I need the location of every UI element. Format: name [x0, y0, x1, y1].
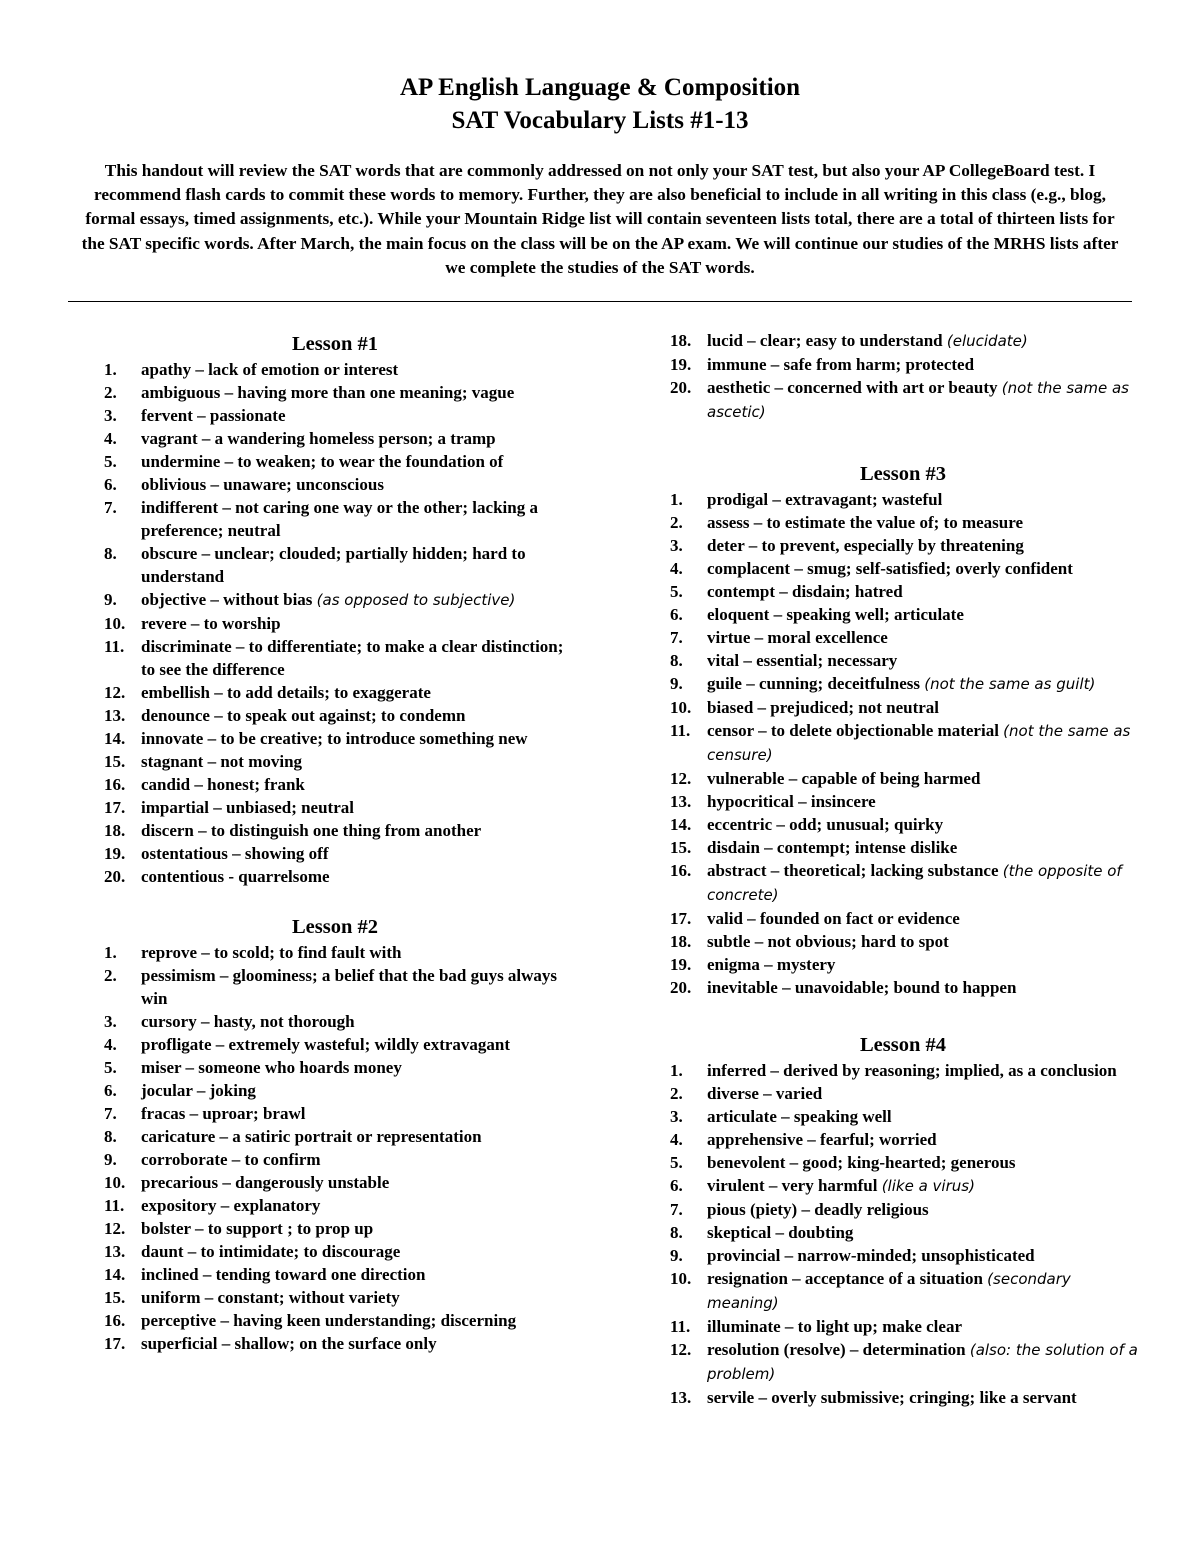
item-definition: miser – someone who hoards money: [141, 1058, 402, 1077]
vocab-item: [100, 1332, 570, 1355]
item-definition: oblivious – unaware; unconscious: [141, 475, 384, 494]
item-definition: articulate – speaking well: [707, 1107, 892, 1126]
item-note: (also: the solution of a problem): [707, 1341, 1138, 1383]
item-definition: skeptical – doubting: [707, 1223, 854, 1242]
item-definition: impartial – unbiased; neutral: [141, 798, 354, 817]
vocab-item: [100, 681, 570, 704]
item-definition: revere – to worship: [141, 614, 281, 633]
lesson-1-title: Lesson #1: [291, 333, 378, 355]
vocab-item: [666, 813, 1140, 836]
lesson-3-section: [666, 460, 1140, 999]
item-definition: embellish – to add details; to exaggerate: [141, 683, 431, 702]
item-number: 3.: [670, 536, 683, 555]
vocab-item: [666, 1267, 1140, 1315]
item-definition: illuminate – to light up; make clear: [707, 1317, 962, 1336]
vocab-item: [666, 511, 1140, 534]
item-definition: indifferent – not caring one way or the other; lacking a preference; neutral: [141, 498, 538, 540]
item-number: 13.: [104, 1242, 126, 1261]
intro-paragraph: This handout will review the SAT words that are commonly addressed on not only your SAT test, but also your AP CollegeBoard test. I recommend flash cards to commit these words to memory. Further, they are also beneficial to include in all writing in this class (e.g., blog, formal essays, timed assignments, etc.). While your Mountain Ridge list will contain seventeen lists total, there are a total of thirteen lists for the SAT specific words. After March, the main focus on the class will be on the AP exam. We will continue our studies of the MRHS lists after we complete the studies of the SAT words.: [81, 161, 1119, 277]
item-definition: contentious - quarrelsome: [141, 867, 330, 886]
item-number: 5.: [670, 582, 683, 601]
item-note: (like a virus): [881, 1177, 975, 1195]
vocab-item: [666, 1059, 1140, 1082]
vocab-item: [666, 1128, 1140, 1151]
item-number: 14.: [104, 729, 126, 748]
lesson-1-list: [100, 358, 570, 888]
item-definition: subtle – not obvious; hard to spot: [707, 932, 949, 951]
item-definition: corroborate – to confirm: [141, 1150, 321, 1169]
vocab-item: [100, 1125, 570, 1148]
item-definition: censor – to delete objectionable material: [707, 721, 999, 740]
item-definition: stagnant – not moving: [141, 752, 303, 771]
item-number: 19.: [670, 355, 692, 374]
lesson-2-list-continued: [666, 329, 1140, 424]
item-definition: pious (piety) – deadly religious: [707, 1200, 929, 1219]
vocab-item: [100, 1033, 570, 1056]
item-number: 2.: [104, 966, 117, 985]
item-definition: guile – cunning; deceitfulness: [707, 674, 920, 693]
item-number: 11.: [670, 721, 691, 740]
item-number: 1.: [104, 943, 117, 962]
item-definition: perceptive – having keen understanding; discerning: [141, 1311, 517, 1330]
vocab-item: [100, 542, 570, 588]
item-definition: assess – to estimate the value of; to measure: [707, 513, 1024, 532]
vocab-item: [100, 964, 570, 1010]
item-number: 18.: [670, 331, 692, 350]
vocab-item: [100, 704, 570, 727]
item-number: 11.: [670, 1317, 691, 1336]
item-definition: daunt – to intimidate; to discourage: [141, 1242, 401, 1261]
item-note: (not the same as ascetic): [707, 379, 1129, 421]
item-definition: vagrant – a wandering homeless person; a tramp: [141, 429, 496, 448]
vocab-item: [666, 790, 1140, 813]
vocab-item: [100, 842, 570, 865]
item-number: 17.: [670, 909, 692, 928]
item-definition: prodigal – extravagant; wasteful: [707, 490, 943, 509]
vocab-item: [100, 358, 570, 381]
vocab-item: [666, 859, 1140, 907]
item-definition: disdain – contempt; intense dislike: [707, 838, 958, 857]
item-definition: servile – overly submissive; cringing; like a servant: [707, 1388, 1077, 1407]
vocab-item: [100, 1171, 570, 1194]
vocab-item: [666, 376, 1140, 424]
item-definition: valid – founded on fact or evidence: [707, 909, 960, 928]
item-definition: undermine – to weaken; to wear the foundation of: [141, 452, 504, 471]
item-number: 13.: [670, 792, 692, 811]
vocab-item: [666, 626, 1140, 649]
vocab-item: [100, 865, 570, 888]
item-number: 16.: [670, 861, 692, 880]
item-number: 7.: [670, 1200, 683, 1219]
item-number: 18.: [104, 821, 126, 840]
item-number: 12.: [670, 769, 692, 788]
item-number: 16.: [104, 775, 126, 794]
vocab-item: [666, 953, 1140, 976]
vocab-item: [100, 1102, 570, 1125]
item-number: 13.: [670, 1388, 692, 1407]
item-definition: virtue – moral excellence: [707, 628, 888, 647]
vocab-item: [100, 1056, 570, 1079]
item-number: 14.: [670, 815, 692, 834]
item-definition: inclined – tending toward one direction: [141, 1265, 426, 1284]
item-definition: resolution (resolve) – determination: [707, 1340, 966, 1359]
item-definition: expository – explanatory: [141, 1196, 321, 1215]
item-number: 5.: [104, 452, 117, 471]
item-definition: obscure – unclear; clouded; partially hidden; hard to understand: [141, 544, 526, 586]
vocab-item: [666, 557, 1140, 580]
item-definition: complacent – smug; self-satisfied; overly confident: [707, 559, 1073, 578]
item-definition: immune – safe from harm; protected: [707, 355, 975, 374]
item-number: 10.: [104, 1173, 126, 1192]
vocab-item: [100, 1148, 570, 1171]
item-number: 17.: [104, 1334, 126, 1353]
vocab-item: [666, 907, 1140, 930]
vocab-item: [100, 1263, 570, 1286]
vocab-item: [666, 534, 1140, 557]
item-note: (not the same as guilt): [924, 675, 1096, 693]
item-number: 10.: [670, 1269, 692, 1288]
item-definition: vulnerable – capable of being harmed: [707, 769, 981, 788]
lesson-3-title: Lesson #3: [859, 463, 946, 485]
vocab-item: [100, 727, 570, 750]
vocab-item: [666, 1082, 1140, 1105]
item-number: 20.: [104, 867, 126, 886]
vocab-item: [100, 1079, 570, 1102]
vocab-item: [100, 1217, 570, 1240]
vocab-item: [100, 1286, 570, 1309]
item-definition: superficial – shallow; on the surface only: [141, 1334, 437, 1353]
vocab-item: [666, 353, 1140, 376]
item-number: 4.: [670, 1130, 683, 1149]
lesson-3-list: [666, 488, 1140, 999]
item-number: 9.: [670, 674, 683, 693]
vocab-item: [100, 1240, 570, 1263]
item-definition: reprove – to scold; to find fault with: [141, 943, 402, 962]
item-definition: ambiguous – having more than one meaning; vague: [141, 383, 515, 402]
item-definition: aesthetic – concerned with art or beauty: [707, 378, 998, 397]
item-definition: denounce – to speak out against; to condemn: [141, 706, 466, 725]
item-definition: benevolent – good; king-hearted; generous: [707, 1153, 1016, 1172]
item-number: 4.: [670, 559, 683, 578]
item-number: 1.: [670, 1061, 683, 1080]
item-definition: lucid – clear; easy to understand: [707, 331, 943, 350]
item-number: 2.: [670, 1084, 683, 1103]
lesson-2-section: [100, 913, 570, 1355]
item-definition: enigma – mystery: [707, 955, 836, 974]
item-number: 18.: [670, 932, 692, 951]
item-number: 12.: [104, 683, 126, 702]
item-definition: provincial – narrow-minded; unsophisticated: [707, 1246, 1035, 1265]
item-definition: discriminate – to differentiate; to make a clear distinction; to see the difference: [141, 637, 564, 679]
item-number: 9.: [670, 1246, 683, 1265]
item-definition: virulent – very harmful: [707, 1176, 878, 1195]
vocab-item: [666, 329, 1140, 353]
item-definition: biased – prejudiced; not neutral: [707, 698, 940, 717]
item-definition: cursory – hasty, not thorough: [141, 1012, 355, 1031]
vocab-item: [100, 612, 570, 635]
item-number: 1.: [104, 360, 117, 379]
item-definition: contempt – disdain; hatred: [707, 582, 903, 601]
vocab-item: [100, 635, 570, 681]
vocab-item: [100, 473, 570, 496]
vocab-item: [100, 1309, 570, 1332]
item-number: 12.: [104, 1219, 126, 1238]
item-definition: vital – essential; necessary: [707, 651, 898, 670]
item-definition: pessimism – gloominess; a belief that the bad guys always win: [141, 966, 558, 1008]
item-definition: fervent – passionate: [141, 406, 286, 425]
item-number: 3.: [670, 1107, 683, 1126]
item-number: 8.: [670, 1223, 683, 1242]
lesson-2-list: [100, 941, 570, 1355]
item-note: (as opposed to subjective): [316, 591, 516, 609]
vocab-item: [100, 381, 570, 404]
vocab-item: [100, 796, 570, 819]
item-number: 12.: [670, 1340, 692, 1359]
item-definition: diverse – varied: [707, 1084, 823, 1103]
item-number: 4.: [104, 429, 117, 448]
item-number: 7.: [104, 498, 117, 517]
vocab-item: [666, 649, 1140, 672]
lesson-2-title: Lesson #2: [291, 916, 378, 938]
item-number: 20.: [670, 978, 692, 997]
item-number: 6.: [104, 1081, 117, 1100]
item-definition: fracas – uproar; brawl: [141, 1104, 306, 1123]
item-note: (not the same as censure): [707, 722, 1131, 764]
vocab-item: [666, 603, 1140, 626]
vocab-item: [100, 404, 570, 427]
page-subtitle: SAT Vocabulary Lists #1-13: [451, 107, 749, 134]
item-definition: candid – honest; frank: [141, 775, 305, 794]
horizontal-divider: [68, 301, 1132, 302]
vocab-item: [666, 1244, 1140, 1267]
lesson-4-title: Lesson #4: [859, 1034, 946, 1056]
item-number: 3.: [104, 406, 117, 425]
vocab-item: [666, 1174, 1140, 1198]
item-number: 1.: [670, 490, 683, 509]
item-definition: apprehensive – fearful; worried: [707, 1130, 937, 1149]
vocab-item: [100, 773, 570, 796]
vocab-item: [666, 719, 1140, 767]
item-definition: apathy – lack of emotion or interest: [141, 360, 399, 379]
vocab-item: [100, 427, 570, 450]
item-definition: caricature – a satiric portrait or representation: [141, 1127, 482, 1146]
item-number: 11.: [104, 1196, 125, 1215]
vocab-item: [100, 588, 570, 612]
item-number: 15.: [104, 1288, 126, 1307]
item-number: 5.: [104, 1058, 117, 1077]
item-number: 6.: [670, 1176, 683, 1195]
vocab-item: [666, 930, 1140, 953]
vocab-item: [100, 450, 570, 473]
vocab-item: [666, 1315, 1140, 1338]
item-definition: resignation – acceptance of a situation: [707, 1269, 983, 1288]
item-number: 9.: [104, 590, 117, 609]
item-definition: precarious – dangerously unstable: [141, 1173, 390, 1192]
item-number: 17.: [104, 798, 126, 817]
left-column: [100, 316, 570, 1355]
item-number: 20.: [670, 378, 692, 397]
item-number: 15.: [670, 838, 692, 857]
vocab-item: [666, 1151, 1140, 1174]
item-number: 8.: [670, 651, 683, 670]
lesson-4-section: [666, 1031, 1140, 1409]
item-number: 6.: [104, 475, 117, 494]
lesson-4-list: [666, 1059, 1140, 1409]
item-number: 8.: [104, 544, 117, 563]
item-number: 8.: [104, 1127, 117, 1146]
item-definition: inferred – derived by reasoning; implied, as a conclusion: [707, 1061, 1117, 1080]
item-number: 7.: [670, 628, 683, 647]
item-note: (the opposite of concrete): [707, 862, 1122, 904]
vocab-item: [666, 696, 1140, 719]
item-number: 10.: [670, 698, 692, 717]
item-number: 3.: [104, 1012, 117, 1031]
vocab-item: [666, 1221, 1140, 1244]
item-number: 5.: [670, 1153, 683, 1172]
vocab-item: [100, 1194, 570, 1217]
item-number: 9.: [104, 1150, 117, 1169]
item-number: 14.: [104, 1265, 126, 1284]
item-definition: eloquent – speaking well; articulate: [707, 605, 964, 624]
vocab-item: [666, 1105, 1140, 1128]
item-number: 7.: [104, 1104, 117, 1123]
vocab-item: [666, 1386, 1140, 1409]
item-definition: objective – without bias: [141, 590, 313, 609]
item-definition: ostentatious – showing off: [141, 844, 329, 863]
vocab-item: [666, 1198, 1140, 1221]
item-number: 19.: [104, 844, 126, 863]
item-number: 2.: [104, 383, 117, 402]
item-definition: profligate – extremely wasteful; wildly extravagant: [141, 1035, 511, 1054]
vocab-item: [666, 836, 1140, 859]
item-number: 19.: [670, 955, 692, 974]
item-definition: abstract – theoretical; lacking substance: [707, 861, 999, 880]
item-definition: inevitable – unavoidable; bound to happen: [707, 978, 1017, 997]
item-definition: hypocritical – insincere: [707, 792, 876, 811]
item-number: 6.: [670, 605, 683, 624]
item-note: (secondary meaning): [707, 1270, 1071, 1312]
item-number: 2.: [670, 513, 683, 532]
item-definition: deter – to prevent, especially by threatening: [707, 536, 1024, 555]
vocab-item: [666, 672, 1140, 696]
item-number: 15.: [104, 752, 126, 771]
page-title: AP English Language & Composition: [399, 74, 801, 101]
lesson-1-section: [100, 330, 570, 888]
item-number: 4.: [104, 1035, 117, 1054]
item-definition: jocular – joking: [141, 1081, 256, 1100]
item-definition: discern – to distinguish one thing from another: [141, 821, 482, 840]
item-number: 10.: [104, 614, 126, 633]
item-definition: bolster – to support ; to prop up: [141, 1219, 374, 1238]
vocab-item: [666, 767, 1140, 790]
vocab-item: [100, 1010, 570, 1033]
vocab-item: [666, 976, 1140, 999]
item-definition: eccentric – odd; unusual; quirky: [707, 815, 944, 834]
right-column: [666, 316, 1140, 1409]
item-definition: innovate – to be creative; to introduce something new: [141, 729, 528, 748]
item-note: (elucidate): [946, 332, 1028, 350]
vocab-item: [100, 819, 570, 842]
vocab-item: [666, 580, 1140, 603]
vocab-item: [666, 488, 1140, 511]
item-number: 16.: [104, 1311, 126, 1330]
item-definition: uniform – constant; without variety: [141, 1288, 400, 1307]
vocab-item: [666, 1338, 1140, 1386]
vocab-item: [100, 941, 570, 964]
vocab-item: [100, 496, 570, 542]
item-number: 13.: [104, 706, 126, 725]
vocab-item: [100, 750, 570, 773]
item-number: 11.: [104, 637, 125, 656]
